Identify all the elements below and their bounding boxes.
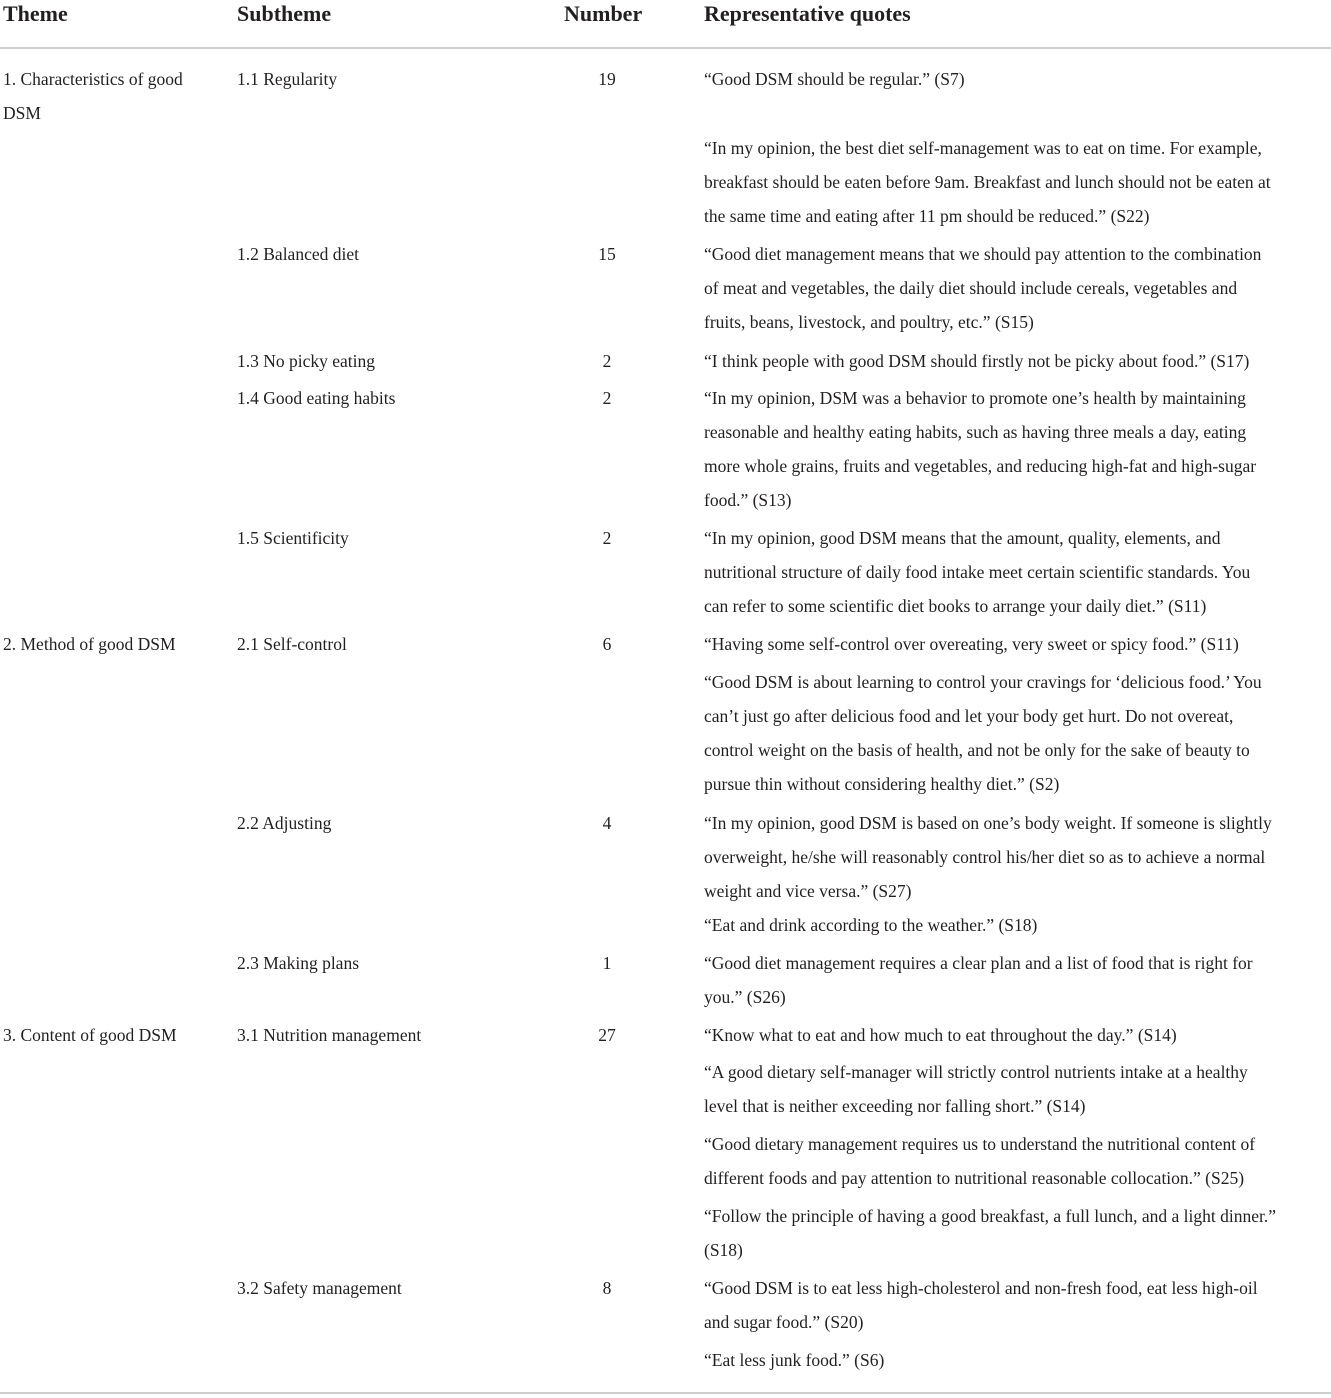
subtheme-count: 2	[602, 351, 612, 371]
quote-line: “Good diet management requires a clear plan and a list of food that is right for	[704, 953, 1253, 973]
subtheme-label: 1.4 Good eating habits	[237, 388, 396, 408]
quote-line: (S18)	[704, 1240, 743, 1260]
quote-line: pursue thin without considering healthy diet.” (S2)	[704, 774, 1060, 794]
theme-label: DSM	[3, 103, 41, 123]
quote-line: “Good diet management means that we should pay attention to the combination	[704, 244, 1262, 264]
quote-line: “Good dietary management requires us to understand the nutritional content of	[704, 1134, 1256, 1154]
quote-line: overweight, he/she will reasonably control his/her diet so as to achieve a normal	[704, 847, 1266, 867]
quote-line: “Eat less junk food.” (S6)	[704, 1350, 885, 1370]
quote-line: level that is neither exceeding nor falling short.” (S14)	[704, 1096, 1086, 1116]
subtheme-label: 3.2 Safety management	[237, 1278, 402, 1298]
quote-line: “In my opinion, DSM was a behavior to promote one’s health by maintaining	[704, 388, 1246, 408]
subtheme-label: 1.1 Regularity	[237, 69, 338, 89]
quote-line: more whole grains, fruits and vegetables, and reducing high-fat and high-sugar	[704, 456, 1257, 476]
quote-line: “I think people with good DSM should firstly not be picky about food.” (S17)	[704, 351, 1250, 371]
quote-line: fruits, beans, livestock, and poultry, etc.” (S15)	[704, 312, 1034, 332]
subtheme-count: 2	[602, 388, 612, 408]
quote-line: “Good DSM is to eat less high-cholesterol and non-fresh food, eat less high-oil	[704, 1278, 1258, 1298]
quote-line: can refer to some scientific diet books to arrange your daily diet.” (S11)	[704, 596, 1207, 616]
quote-line: you.” (S26)	[704, 987, 786, 1007]
subtheme-count: 8	[602, 1278, 612, 1298]
quote-line: food.” (S13)	[704, 490, 792, 510]
subtheme-count: 1	[602, 953, 612, 973]
subtheme-count: 19	[598, 69, 616, 89]
header-number: Number	[564, 1, 643, 26]
subtheme-count: 4	[602, 813, 612, 833]
quote-line: and sugar food.” (S20)	[704, 1312, 864, 1332]
subtheme-count: 15	[598, 244, 616, 264]
quote-line: “Eat and drink according to the weather.” (S18)	[704, 915, 1038, 935]
quote-line: “Good DSM is about learning to control your cravings for ‘delicious food.’ You	[704, 672, 1262, 692]
header-theme: Theme	[3, 1, 68, 26]
subtheme-count: 27	[598, 1025, 616, 1045]
table-bottom-rule	[0, 1392, 1331, 1394]
subtheme-label: 1.3 No picky eating	[237, 351, 376, 371]
header-subtheme: Subtheme	[237, 1, 332, 26]
theme-label: 3. Content of good DSM	[3, 1025, 177, 1045]
quote-line: reasonable and healthy eating habits, such as having three meals a day, eating	[704, 422, 1247, 442]
quote-line: different foods and pay attention to nutritional reasonable collocation.” (S25)	[704, 1168, 1245, 1188]
subtheme-label: 2.1 Self-control	[237, 634, 347, 654]
quote-line: “Know what to eat and how much to eat throughout the day.” (S14)	[704, 1025, 1177, 1045]
subtheme-label: 1.2 Balanced diet	[237, 244, 359, 264]
quote-line: can’t just go after delicious food and let your body get hurt. Do not overeat,	[704, 706, 1234, 726]
quote-line: “In my opinion, good DSM is based on one’s body weight. If someone is slightly	[704, 813, 1272, 833]
theme-label: 1. Characteristics of good	[3, 69, 183, 89]
quote-line: “In my opinion, the best diet self-management was to eat on time. For example,	[704, 138, 1262, 158]
subtheme-count: 2	[602, 528, 612, 548]
quote-line: weight and vice versa.” (S27)	[704, 881, 912, 901]
header-representative-quotes: Representative quotes	[704, 1, 911, 26]
subtheme-label: 1.5 Scientificity	[237, 528, 349, 548]
quote-line: “Follow the principle of having a good breakfast, a full lunch, and a light dinner.”	[704, 1206, 1276, 1226]
header-rule	[0, 47, 1331, 49]
quote-line: “Good DSM should be regular.” (S7)	[704, 69, 965, 89]
quote-line: “In my opinion, good DSM means that the amount, quality, elements, and	[704, 528, 1221, 548]
subtheme-label: 3.1 Nutrition management	[237, 1025, 422, 1045]
quote-line: breakfast should be eaten before 9am. Breakfast and lunch should not be eaten at	[704, 172, 1271, 192]
quote-line: the same time and eating after 11 pm should be reduced.” (S22)	[704, 206, 1150, 226]
quote-line: “Having some self-control over overeating, very sweet or spicy food.” (S11)	[704, 634, 1239, 654]
theme-label: 2. Method of good DSM	[3, 634, 176, 654]
subtheme-label: 2.3 Making plans	[237, 953, 360, 973]
quote-line: control weight on the basis of health, and not be only for the sake of beauty to	[704, 740, 1250, 760]
subtheme-label: 2.2 Adjusting	[237, 813, 332, 833]
quote-line: nutritional structure of daily food intake meet certain scientific standards. You	[704, 562, 1251, 582]
subtheme-count: 6	[602, 634, 612, 654]
quote-line: of meat and vegetables, the daily diet should include cereals, vegetables and	[704, 278, 1238, 298]
quote-line: “A good dietary self-manager will strictly control nutrients intake at a healthy	[704, 1062, 1248, 1082]
